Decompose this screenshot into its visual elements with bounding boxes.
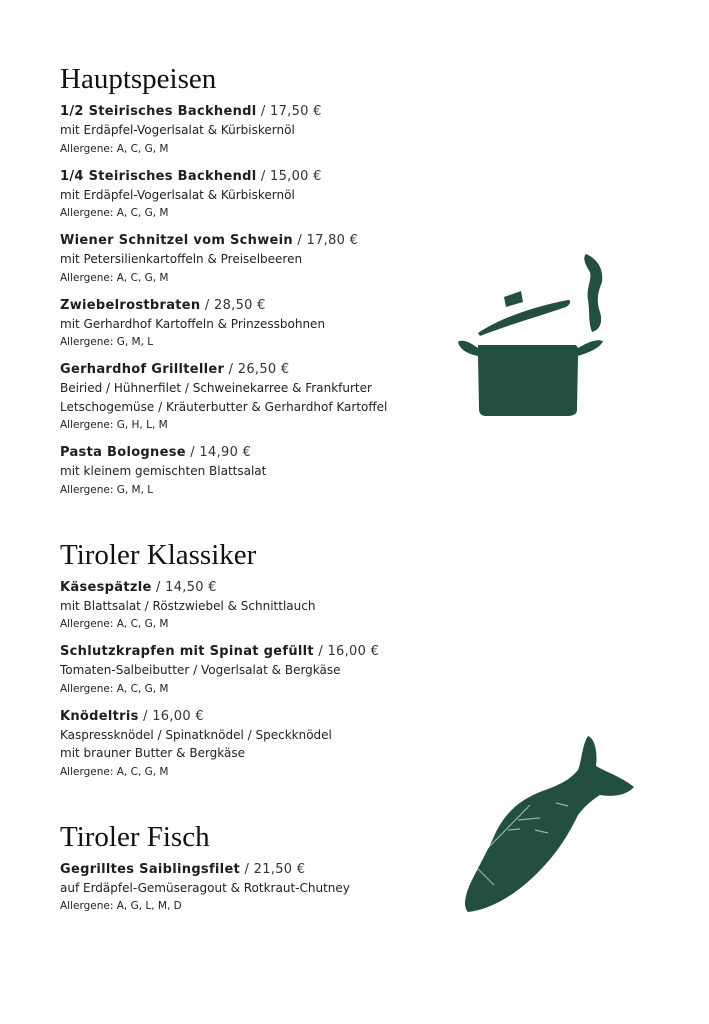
item-allergens: Allergene: A, C, G, M (60, 207, 169, 219)
item-price: 17,50 € (270, 104, 322, 119)
price-separator: / (151, 579, 166, 595)
item-description: mit Blattsalat / Röstzwiebel & Schnittlauch (60, 598, 316, 613)
section-title: Tiroler Fisch (60, 820, 210, 853)
item-price: 14,90 € (199, 445, 252, 460)
item-name: Schlutzkrapfen mit Spinat gefüllt (60, 644, 314, 659)
item-allergens: Allergene: A, C, G, M (60, 765, 169, 778)
price-separator: / (256, 104, 271, 119)
item-name: Zwiebelrostbraten (60, 297, 201, 313)
item-name: 1/4 Steirisches Backhendl (60, 168, 257, 184)
price-separator: / (292, 233, 307, 248)
item-price: 16,00 € (327, 644, 380, 659)
item-description: mit Gerhardhof Kartoffeln & Prinzessbohnen (60, 316, 326, 331)
item-allergens: Allergene: A, C, G, M (60, 682, 169, 695)
item-description: mit Petersilienkartoffeln & Preiselbeeren (60, 252, 303, 266)
item-name: Gegrilltes Saiblingsfilet (60, 861, 241, 877)
item-price: 26,50 € (237, 362, 290, 377)
item-allergens: Allergene: G, M, L (60, 483, 154, 496)
price-separator: / (224, 362, 238, 377)
price-separator: / (240, 861, 254, 877)
item-allergens: Allergene: A, C, G, M (60, 142, 169, 155)
price-separator: / (200, 297, 215, 313)
price-separator: / (138, 708, 153, 724)
item-description: auf Erdäpfel-Gemüseragout & Rotkraut-Chutney (60, 880, 350, 895)
item-name: Käsespätzle (60, 579, 152, 595)
item-name: Pasta Bolognese (60, 445, 186, 460)
item-allergens: Allergene: G, M, L (60, 336, 154, 348)
item-price: 14,50 € (165, 579, 217, 595)
item-price: 16,00 € (152, 708, 204, 724)
item-description: Kaspressknödel / Spinatknödel / Speckknödel (60, 727, 332, 742)
fish-icon (465, 736, 634, 912)
price-separator: / (313, 644, 328, 659)
item-allergens: Allergene: G, H, L, M (60, 419, 168, 431)
item-allergens: Allergene: A, C, G, M (60, 618, 169, 630)
item-price: 21,50 € (253, 861, 306, 877)
item-description: mit kleinem gemischten Blattsalat (60, 464, 267, 478)
item-description: Letschogemüse / Kräuterbutter & Gerhardhof Kartoffel (60, 399, 388, 414)
section-title: Tiroler Klassiker (60, 538, 257, 571)
item-price: 28,50 € (214, 297, 266, 313)
item-description: Beiried / Hühnerfilet / Schweinekarree & Frankfurter (60, 381, 372, 395)
section-title: Hauptspeisen (60, 63, 217, 95)
item-description: mit Erdäpfel-Vogerlsalat & Kürbiskernöl (60, 123, 295, 137)
item-description: mit Erdäpfel-Vogerlsalat & Kürbiskernöl (60, 187, 295, 202)
item-allergens: Allergene: A, C, G, M (60, 271, 169, 284)
price-separator: / (256, 168, 271, 184)
item-name: Knödeltris (60, 708, 139, 724)
item-price: 17,80 € (306, 233, 359, 248)
item-price: 15,00 € (270, 168, 322, 184)
item-allergens: Allergene: A, G, L, M, D (60, 900, 182, 912)
item-description: mit brauner Butter & Bergkäse (60, 746, 246, 760)
item-description: Tomaten-Salbeibutter / Vogerlsalat & Bergkäse (60, 663, 341, 677)
item-name: 1/2 Steirisches Backhendl (60, 104, 257, 119)
price-separator: / (185, 445, 200, 460)
item-name: Gerhardhof Grillteller (60, 362, 225, 377)
item-name: Wiener Schnitzel vom Schwein (60, 233, 293, 248)
cooking-pot-icon (458, 254, 603, 416)
